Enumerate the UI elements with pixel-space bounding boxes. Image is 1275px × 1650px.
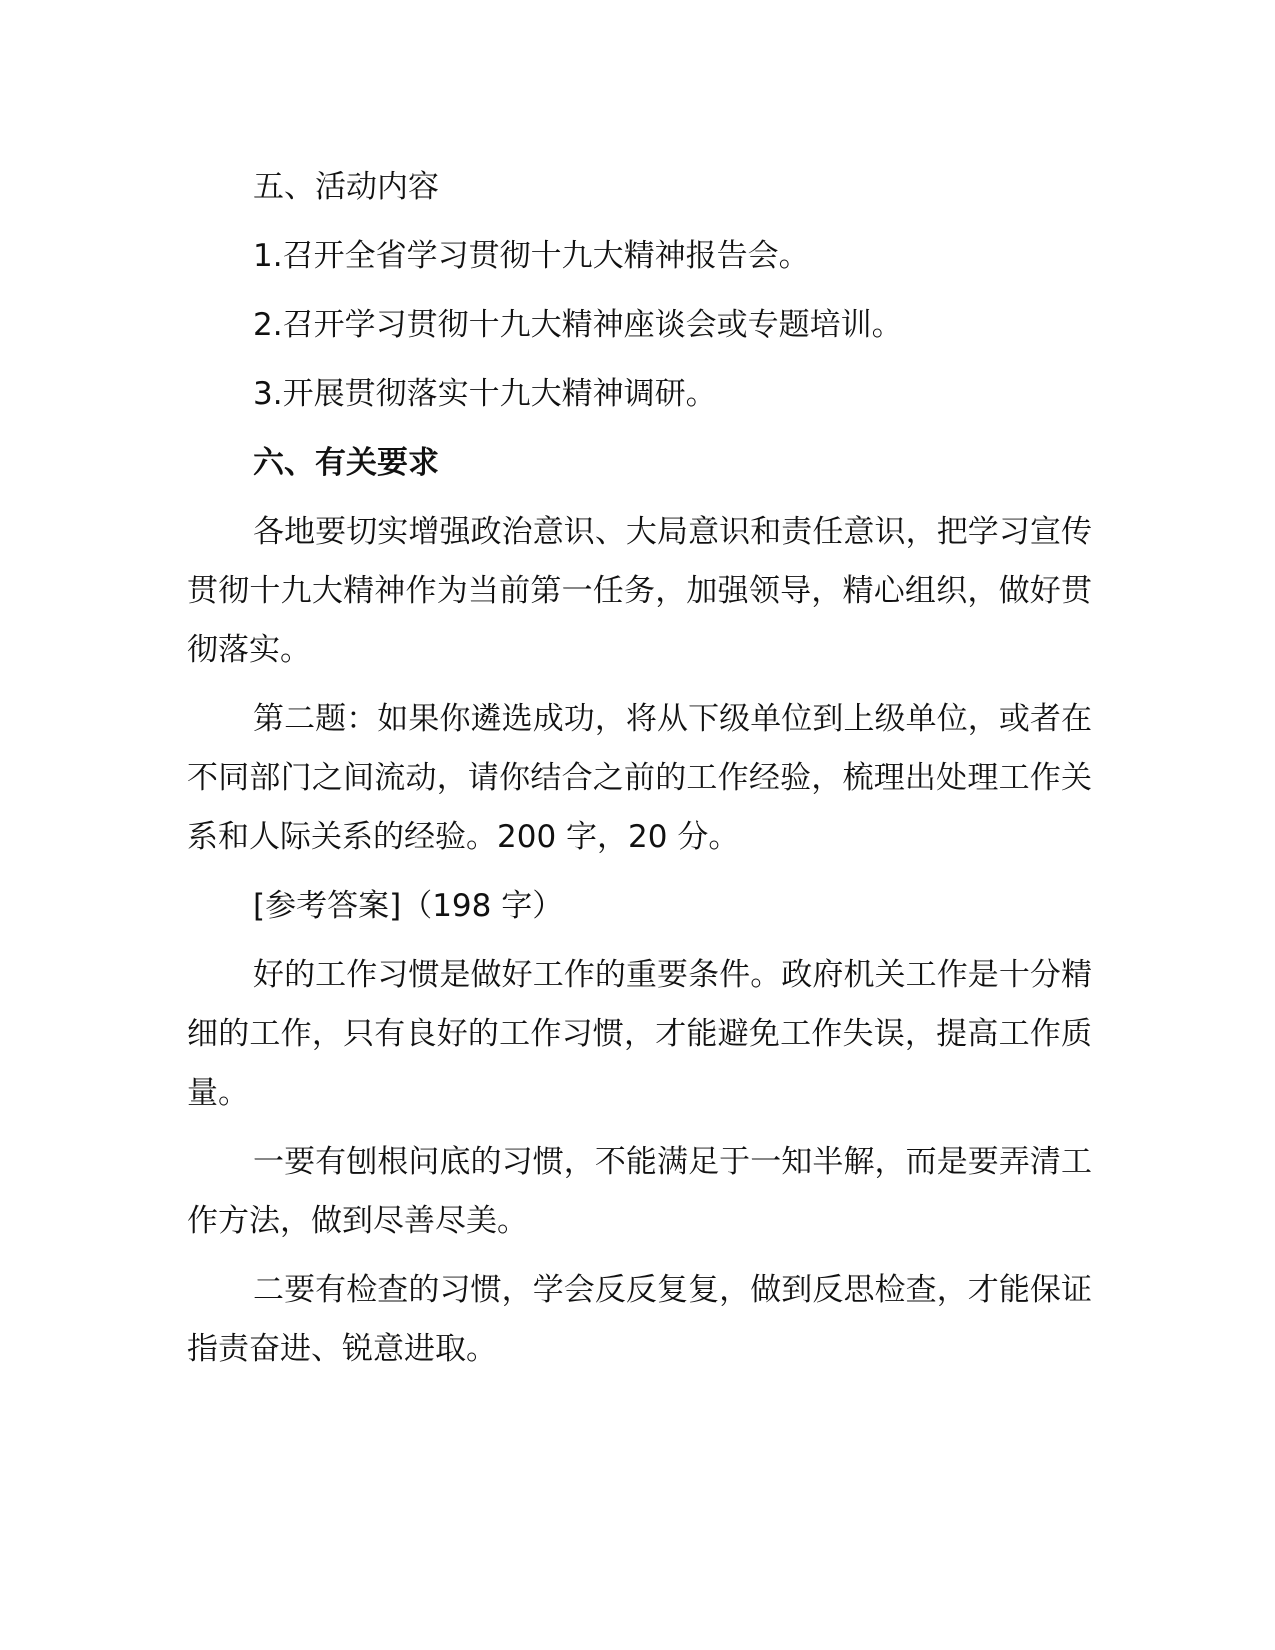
document-body bbox=[187, 158, 1092, 1389]
answer-point-one-paragraph: 一要有刨根问底的习惯，不能满足于一知半解，而是要弄清工作方法，做到尽善尽美。 bbox=[187, 1144, 1092, 1239]
answer-intro-paragraph: 好的工作习惯是做好工作的重要条件。政府机关工作是十分精细的工作，只有良好的工作习惯，才能避免工作失误，提高工作质量。 bbox=[187, 957, 1092, 1111]
section-heading-activity-content: 五、活动内容 bbox=[253, 169, 439, 205]
requirements-paragraph: 各地要切实增强政治意识、大局意识和责任意识，把学习宣传贯彻十九大精神作为当前第一任务，加强领导，精心组织，做好贯彻落实。 bbox=[187, 514, 1092, 668]
answer-point-two-paragraph: 二要有检查的习惯，学会反反复复，做到反思检查，才能保证指责奋进、锐意进取。 bbox=[187, 1272, 1092, 1367]
list-item: 3.开展贯彻落实十九大精神调研。 bbox=[253, 376, 717, 412]
question-two-paragraph: 第二题：如果你遴选成功，将从下级单位到上级单位，或者在不同部门之间流动，请你结合之前的工作经验，梳理出处理工作关系和人际关系的经验。200 字，20 分。 bbox=[187, 701, 1092, 855]
list-item: 1.召开全省学习贯彻十九大精神报告会。 bbox=[253, 238, 810, 274]
list-item: 2.召开学习贯彻十九大精神座谈会或专题培训。 bbox=[253, 307, 903, 343]
reference-answer-label: [参考答案]（198 字） bbox=[253, 888, 564, 924]
section-heading-requirements: 六、有关要求 bbox=[253, 445, 439, 481]
